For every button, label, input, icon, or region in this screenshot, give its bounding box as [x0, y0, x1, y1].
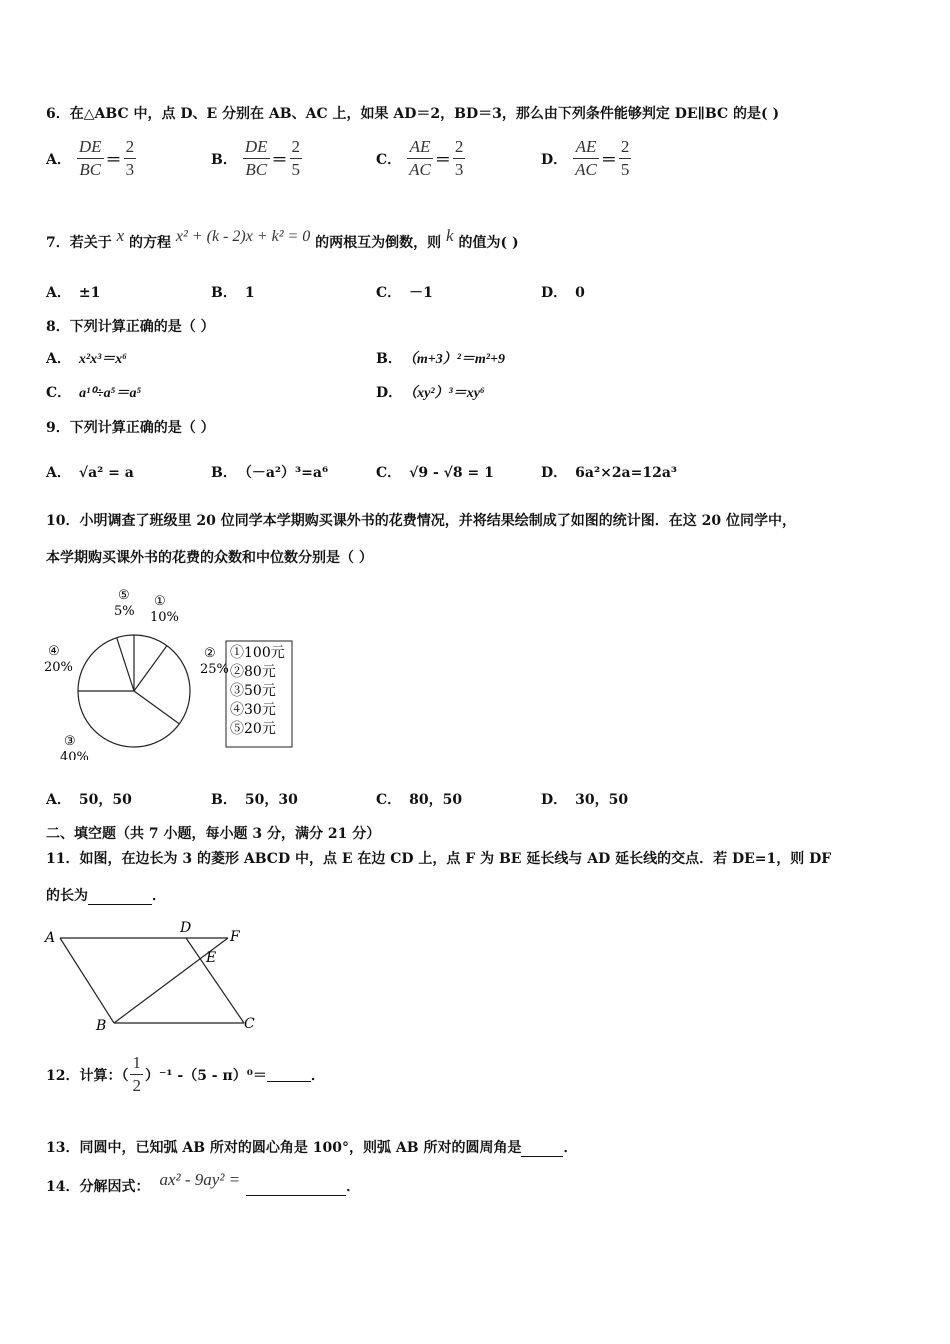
q6-right-fraction: [124, 136, 137, 181]
q6-option-label: B．: [211, 151, 237, 168]
q8-stem: 8．下列计算正确的是（ ）: [46, 319, 215, 335]
q6-left-den: BC: [79, 160, 102, 179]
q6-left-fraction: [407, 136, 433, 181]
q14-prefix: 14．分解因式：: [46, 1179, 150, 1195]
q6-equals: ＝: [600, 150, 617, 169]
point-A: A: [45, 930, 56, 946]
q9-option-b[interactable]: [211, 462, 328, 482]
q11-answer-blank[interactable]: [88, 890, 152, 905]
pie-slice-id-4: ④: [48, 644, 60, 659]
q9-option-label: D．: [541, 465, 568, 481]
q9-option-label: C．: [376, 465, 402, 481]
q11-end: ．: [152, 888, 166, 904]
q14-expr: ax² - 9ay² =: [159, 1170, 241, 1189]
q6-option-a[interactable]: [46, 136, 136, 181]
q10-option-label: C．: [376, 792, 402, 808]
q6-option-label: A．: [46, 151, 71, 168]
point-F: F: [230, 929, 240, 945]
point-C: C: [244, 1016, 255, 1032]
q7-option-c[interactable]: [376, 282, 433, 302]
q8-option-value: x²x³＝x⁶: [78, 352, 128, 367]
legend-entry-2: ②80元: [230, 664, 276, 680]
q9-option-value: （－a²）³=a⁶: [244, 465, 329, 481]
q6-equals: ＝: [434, 150, 451, 169]
q6-right-den: 5: [620, 160, 630, 179]
q7-var-x: x: [116, 226, 125, 245]
q7-option-value: ±1: [78, 285, 101, 301]
q8-option-label: B．: [376, 351, 402, 367]
q6-equals: ＝: [105, 150, 122, 169]
q8-option-label: D．: [376, 385, 403, 401]
q12-fraction: [130, 1052, 143, 1097]
q6-right-num: 2: [290, 136, 303, 159]
point-B: B: [96, 1018, 107, 1034]
pie-slice-percent-5: 5%: [114, 604, 135, 619]
q7-option-d[interactable]: [541, 282, 585, 302]
q6-stem: 6．在△ABC 中，点 D、E 分别在 AB、AC 上，如果 AD＝2，BD＝3，那么由下列条件能够判定 DE∥BC 的是( ): [46, 106, 780, 122]
q9-option-value: √9 - √8 = 1: [409, 465, 494, 481]
pie-slice-percent-4: 20%: [44, 660, 73, 675]
q14: [46, 1170, 361, 1196]
legend-entry-1: ①100元: [230, 645, 285, 661]
q9-option-label: B．: [211, 465, 237, 481]
pie-slice-percent-3: 40%: [60, 750, 89, 760]
q6-option-d[interactable]: [541, 136, 631, 181]
q7-end: 的值为( ): [458, 235, 519, 251]
q6-right-num: 2: [124, 136, 137, 159]
legend-entry-4: ④30元: [230, 702, 276, 718]
q10-option-value: 80，50: [409, 792, 463, 808]
q6-left-num: DE: [77, 136, 104, 159]
q8-option-label: A．: [46, 351, 71, 367]
q12: [46, 1052, 325, 1097]
q7-suffix: 的两根互为倒数，则: [315, 235, 442, 251]
q6-left-num: AE: [407, 136, 433, 159]
q6-left-den: BC: [245, 160, 268, 179]
q7-option-label: C．: [376, 285, 402, 301]
q7-var-k: k: [446, 226, 454, 245]
q11-line2: [46, 885, 166, 905]
q6-left-fraction: [243, 136, 270, 181]
q10-option-value: 30，50: [575, 792, 629, 808]
pie-slice-percent-1: 10%: [150, 610, 179, 625]
q11-line1: 11．如图，在边长为 3 的菱形 ABCD 中，点 E 在边 CD 上，点 F 为 BE 延长线与 AD 延长线的交点．若 DE=1，则 DF: [46, 851, 832, 867]
q6-left-num: DE: [243, 136, 270, 159]
legend-entry-3: ③50元: [230, 683, 276, 699]
q9-option-c[interactable]: [376, 462, 494, 482]
q10-option-d[interactable]: [541, 789, 628, 809]
q7-option-value: 1: [244, 285, 255, 301]
q6-left-den: AC: [575, 160, 597, 179]
pie-chart: [40, 585, 310, 760]
q6-right-den: 3: [454, 160, 464, 179]
q9-option-a[interactable]: [46, 462, 134, 482]
q7-stem: [46, 226, 519, 252]
pie-slice-id-1: ①: [154, 594, 166, 609]
pie-slice-boundary-2: [134, 646, 167, 691]
q13-text: 13．同圆中，已知弧 AB 所对的圆心角是 100°，则弧 AB 所对的圆周角是: [46, 1140, 522, 1156]
q8-option-a[interactable]: [46, 348, 127, 368]
q9-stem: 9．下列计算正确的是（ ）: [46, 420, 215, 436]
pie-slice-id-5: ⑤: [118, 588, 130, 603]
q12-mid: ）⁻¹ -（5 - π）⁰＝: [144, 1067, 267, 1084]
q12-prefix: 12．计算：（: [46, 1067, 129, 1084]
q12-end: ．: [310, 1067, 325, 1084]
q13-end: ．: [563, 1140, 578, 1156]
q6-right-fraction: [290, 136, 303, 181]
q9-option-value: √a² = a: [78, 465, 134, 481]
q13: [46, 1137, 577, 1157]
q6-option-c[interactable]: [376, 136, 465, 181]
q8-option-b[interactable]: [376, 348, 505, 368]
q14-answer-blank[interactable]: [246, 1181, 346, 1196]
q7-option-value: －1: [409, 285, 433, 301]
q7-option-b[interactable]: [211, 282, 255, 302]
q6-right-num: 2: [619, 136, 632, 159]
q6-right-num: 2: [453, 136, 466, 159]
q7-equation: x² + (k - 2)x + k² = 0: [175, 228, 311, 245]
q6-left-fraction: [77, 136, 104, 181]
q11-prefix: 的长为: [46, 888, 88, 904]
q7-option-value: 0: [575, 285, 585, 301]
q6-right-fraction: [453, 136, 466, 181]
q7-option-label: D．: [541, 285, 568, 301]
q6-option-label: D．: [541, 151, 568, 168]
q6-left-num: AE: [573, 136, 599, 159]
section-2-title: 二、填空题（共 7 小题，每小题 3 分，满分 21 分）: [46, 826, 381, 842]
q6-right-fraction: [619, 136, 632, 181]
q10-line2: 本学期购买课外书的花费的众数和中位数分别是（ ）: [46, 550, 373, 566]
q8-option-value: a¹⁰÷a⁵＝a⁵: [79, 386, 142, 401]
q6-right-den: 3: [125, 160, 135, 179]
q6-option-b[interactable]: [211, 136, 302, 181]
q6-left-fraction: [573, 136, 599, 181]
q8-option-label: C．: [46, 385, 72, 401]
rhombus-figure: [40, 918, 270, 1038]
q7-prefix: 7．若关于: [46, 235, 112, 251]
q6-right-den: 5: [291, 160, 301, 179]
q7-option-label: B．: [211, 285, 237, 301]
q14-end: ．: [346, 1179, 361, 1195]
q9-option-value: 6a²×2a=12a³: [575, 465, 678, 481]
q10-option-c[interactable]: [376, 789, 462, 809]
q12-den: 2: [132, 1076, 141, 1095]
q12-answer-blank[interactable]: [267, 1067, 311, 1082]
q10-option-value: 50，30: [244, 792, 298, 808]
q10-option-label: D．: [541, 792, 568, 808]
q6-option-label: C．: [376, 151, 402, 168]
q10-option-b[interactable]: [211, 789, 298, 809]
q6-left-den: AC: [409, 160, 431, 179]
q9-option-d[interactable]: [541, 462, 677, 482]
legend-entry-5: ⑤20元: [230, 721, 276, 737]
q10-line1: 10．小明调查了班级里 20 位同学本学期购买课外书的花费情况，并将结果绘制成了如图的统计图．在这 20 位同学中，: [46, 513, 796, 529]
pie-slice-id-3: ③: [64, 734, 76, 749]
q8-option-value: （xy²）³＝xy⁶: [410, 386, 485, 401]
pie-slice-boundary-5: [117, 638, 134, 691]
q10-option-label: B．: [211, 792, 237, 808]
q10-option-label: A．: [46, 792, 71, 808]
point-E: E: [206, 950, 217, 966]
q13-answer-blank[interactable]: [521, 1142, 563, 1157]
pie-slice-percent-2: 25%: [200, 662, 229, 677]
q10-option-value: 50，50: [78, 792, 132, 808]
q8-option-c[interactable]: [46, 382, 141, 402]
q8-option-d[interactable]: [376, 382, 485, 402]
q9-option-label: A．: [46, 465, 71, 481]
q10-option-a[interactable]: [46, 789, 132, 809]
q6-equals: ＝: [271, 150, 288, 169]
segment-AB: [60, 938, 114, 1023]
q12-num: 1: [130, 1052, 143, 1075]
q8-option-value: （m+3）²＝m²+9: [409, 352, 505, 367]
q7-mid: 的方程: [129, 235, 172, 251]
q7-option-a[interactable]: [46, 282, 100, 302]
point-D: D: [180, 920, 192, 936]
pie-slice-id-2: ②: [204, 646, 216, 661]
pie-slice-boundary-3: [134, 691, 179, 724]
q7-option-label: A．: [46, 285, 71, 301]
